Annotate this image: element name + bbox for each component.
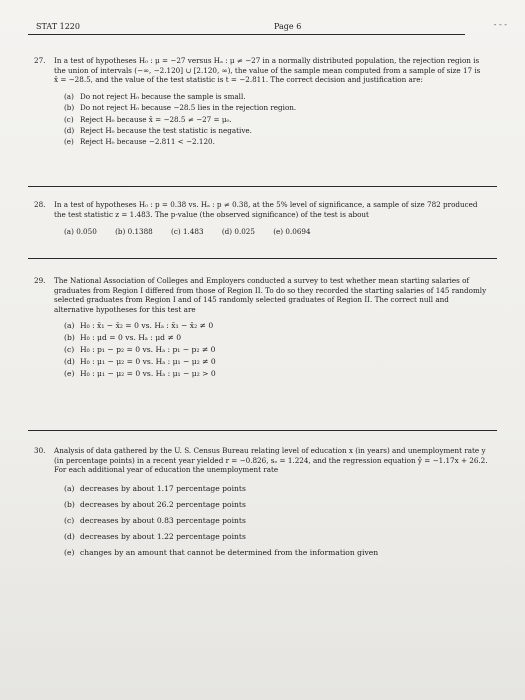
answer-choices (64, 91, 486, 148)
choice-d[interactable]: (d) H₀ : μ₁ − μ₂ = 0 vs. Hₐ : μ₁ − μ₂ ≠ 0 (64, 357, 216, 367)
choice-d[interactable]: (d) 0.025 (221, 227, 255, 237)
choice-c[interactable]: (c) decreases by about 0.83 percentage points (64, 515, 246, 525)
choice-b[interactable]: (b) decreases by about 26.2 percentage points (64, 499, 246, 509)
choice-c[interactable]: (c) Reject H₀ because x̄ = −28.5 ≠ −27 = μ₀. (64, 114, 232, 124)
divider (28, 258, 497, 259)
choice-e[interactable]: (e) Reject H₀ because −2.811 < −2.120. (64, 137, 215, 147)
course-title: STAT 1220 (36, 22, 80, 31)
question-29 (34, 276, 490, 380)
question-number: 30. (34, 446, 46, 455)
choice-d[interactable]: (d) Reject H₀ because the test statistic is negative. (64, 126, 252, 135)
question-stem: The National Association of Colleges and Employers conducted a survey to test whether mean starting salaries of graduates from Region I differed from those of Region II. To do so they recorded the starting salaries of 145 randomly selected graduates from Region I and of 145 randomly selected graduates of Region II. The correct null and alternative hypotheses for this test are (54, 276, 487, 314)
choice-b[interactable]: (b) H₀ : μd = 0 vs. Hₐ : μd ≠ 0 (64, 333, 182, 343)
choice-d[interactable]: (d) decreases by about 1.22 percentage points (64, 531, 246, 541)
question-stem: In a test of hypotheses H₀ : μ = −27 versus Hₐ : μ ≠ −27 in a normally distributed population, the rejection region is the union of intervals (−∞, −2.120] ∪ [2.120, ∞), the value of the sample mean computed from a sample of size 17 is x̄ = −28.5, and the value of the test statistic is t = −2.811. The correct decision and justification are: (54, 56, 481, 85)
choice-c[interactable]: (c) 1.483 (171, 227, 204, 237)
choice-e[interactable]: (e) H₀ : μ₁ − μ₂ = 0 vs. Hₐ : μ₁ − μ₂ > 0 (64, 369, 216, 379)
question-stem: Analysis of data gathered by the U. S. Census Bureau relating level of education x (in years) and unemployment rate y (in percentage points) in a recent year yielded r = −0.826, sₑ = 1.224, and the regression equation ŷ = −1.17x + 26.2. For each additional year of education the unemployment rate (54, 446, 488, 475)
answer-choices (64, 320, 490, 380)
divider (28, 186, 497, 187)
choice-a[interactable]: (a) Do not reject H₀ because the sample is small. (64, 91, 246, 101)
divider (28, 430, 497, 431)
choice-a[interactable]: (a) decreases by about 1.17 percentage points (64, 483, 246, 493)
question-27 (34, 56, 486, 148)
question-number: 28. (34, 200, 46, 209)
choice-a[interactable]: (a) H₀ : x̄₁ − x̄₂ = 0 vs. Hₐ : x̄₁ − x̄₂ ≠ 0 (64, 321, 214, 331)
question-stem: In a test of hypotheses H₀ : p = 0.38 vs. Hₐ : p ≠ 0.38, at the 5% level of significance, a sample of size 782 produced the test statistic z = 1.483. The p-value (the observed significance) of the test is about (54, 200, 478, 219)
answer-choices (64, 227, 486, 237)
choice-b[interactable]: (b) 0.1388 (115, 227, 153, 237)
choice-a[interactable]: (a) 0.050 (64, 227, 97, 237)
question-30 (34, 446, 492, 561)
question-number: 29. (34, 276, 46, 285)
choice-e[interactable]: (e) changes by an amount that cannot be determined from the information given (64, 547, 379, 557)
question-28 (34, 200, 486, 237)
page-header (28, 20, 507, 36)
answer-choices (64, 481, 492, 561)
choice-e[interactable]: (e) 0.0694 (273, 227, 311, 237)
question-number: 27. (34, 56, 46, 65)
header-rule (28, 34, 465, 35)
choice-c[interactable]: (c) H₀ : p₁ − p₂ = 0 vs. Hₐ : p₁ − p₂ ≠ 0 (64, 345, 216, 355)
corner-mark: - - - (493, 20, 507, 29)
page-number: Page 6 (274, 22, 302, 31)
choice-b[interactable]: (b) Do not reject H₀ because −28.5 lies in the rejection region. (64, 103, 297, 113)
